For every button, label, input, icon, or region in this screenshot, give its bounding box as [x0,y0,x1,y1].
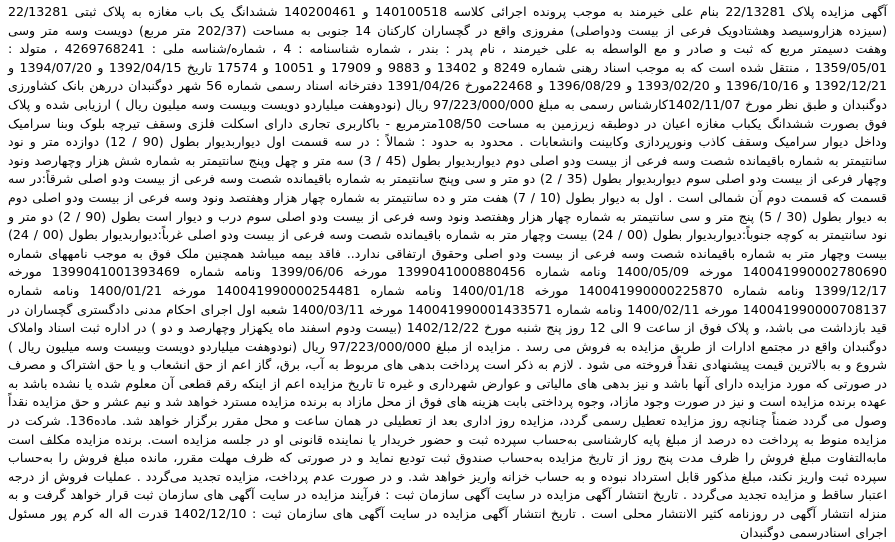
notice-body-text: آگهی مزایده پلاک 22/13281 بنام علی خیرمند به موجب پرونده اجرائی کلاسه 140100518 و 140200461 ششدانگ یک باب مغازه به پلاک ثبتی 22/13281 (سیزده هزاروسیصد وهشتادویک فرعی از بیست ودواصلی) مفروزی واقع در گچساران کارکنان 14 جنوبی به مساحت (202/37 متر مربع) دویست وسه متر وسی وهفت دسیمتر مربع که ثبت و صادر و مع الواسطه به علی خیرمند ، نام پدر : بندر ، شماره شناسنامه : 4 ، شماره/شناسه ملی : 4269768241 ، متولد : 1359/05/01 ، منتقل شده است که به موجب اسناد رهنی شماره 8249 و 13402 و 9883 و 17909 و 10051 و 17574 تاریخ 1392/04/15 و 1394/07/20 و 1392/12/21 و 1396/10/16 و 1393/02/20 و 1396/08/29 و 22468مورخ 1391/04/26 دفترخانه اسناد رسمی شماره 56 شهر دوگنبدان دررهن بانک کشاورزی دوگنبدان و طبق نظر مورخ 1402/11/07کارشناس رسمی به مبلغ 97/223/000/000 ریال (نودوهفت میلیاردو دویست وبیست وسه میلیون ریال ) ارزیابی شده و پلاک فوق بصورت ششدانگ یکباب مغازه اعیان در دوطبقه زیرزمین به مساحت 108/50مترمربع - باکاربری تجاری دارای اسکلت فلزی وسقف تیرچه بلوک وبنا سرامیک وداخل دیوار سرامیک وسقف کاذب ونورپردازی وکابینت وانشعابات . محدود به حدود : شمالاً : در سه قسمت اول دیواربدیوار بطول (90 / 12) دوازده متر و نود سانتیمتر به شماره باقیمانده شصت وسه فرعی از بیست ودو اصلی دوم دیواربدیوار بطول (45 / 3) سه متر و چهل وپنج سانتیمتر به شماره شش هزار وچهارصد ونود وچهار فرعی از بیست ودو اصلی سوم دیواربدیوار بطول (35 / 2) دو متر و سی وپنج سانتیمتر به شماره باقیمانده شصت وسه فرعی از بیست ودو اصلی شرقاً:در سه قسمت که قسمت دوم آن شمالی است . اول به دیوار بطول (10 / 7) هفت متر و ده سانتیمتر به شماره چهار هزار وهفتصد ونود وسه فرعی از بیست ودو اصلی دوم به دیوار بطول (30 / 5) پنج متر و سی سانتیمتر به شماره چهار هزار وهفتصد ونود وسه فرعی از بیست ودو اصلی سوم درب و دیوار است بطول (90 / 2) دو متر و نود سانتیمتر به کوچه جنوباً:دیواربدیوار بطول (00 / 24) بیست وچهار متر به شماره باقیمانده شصت وسه فرعی از بیست ودو اصلی غرباً:دیواربدیوار بطول (00 / 24) بیست وچهار متر به شماره باقیمانده شصت وسه فرعی از بیست ودو اصلی وحقوق ارتفاقی ندارد.. فاقد بیمه میباشد همچنین ملک فوق به موجب نامههای شماره 140041990002780690 مورخه 1400/05/09 ونامه شماره 1399041000880456 مورخه 1399/06/06 ونامه شماره 1399041001393469 مورخه 1399/12/17 ونامه شماره 140041990000225870 مورخه 1400/01/18 ونامه شماره 140041990000254481 مورخه 1400/01/21 ونامه شماره 140041990000708137 مورخه 1400/02/11 ونامه شماره 140041990001433571 مورخه 1400/03/11 شعبه اول اجرای احکام مدنی دادگستری گچساران در قید بازداشت می باشد، و پلاک فوق از ساعت 9 الی 12 روز پنج شنبه مورخ 1402/12/22 (بیست ودوم اسفند ماه یکهزار وچهارصد و دو ) در اداره ثبت اسناد واملاک دوگنبدان واقع در مجتمع ادارات از طریق مزایده به فروش می رسد . مزایده از مبلغ 97/223/000/000 ریال (نودوهفت میلیاردو دویست وبیست وسه میلیون ریال ) شروع و به بالاترین قیمت پیشنهادی نقداً فروخته می شود . لازم به ذکر است پرداخت بدهی های مربوط به آب، برق، گاز اعم از حق انشعاب و یا حق اشتراک و مصرف در صورتی که مورد مزایده دارای آنها باشد و نیز بدهی های مالیاتی و عوارض شهرداری و غیره تا تاریخ مزایده اعم از اینکه رقم قطعی آن معلوم شده یا نشده باشد به عهده برنده مزایده است و نیز در صورت وجود مازاد، وجوه پرداختی بابت هزینه های فوق از محل مازاد به برنده مزایده مسترد خواهد شد و نیم عشر و حق مزایده نقداً وصول می گردد ضمناً چنانچه روز مزایده تعطیل رسمی گردد، مزایده روز اداری بعد از تعطیلی در همان ساعت و محل مقرر برگزار خواهد شد. ماده136. شرکت در مزایده منوط به پرداخت ده درصد از مبلغ پایه کارشناسی به‌حساب سپرده ثبت و حضور خریدار یا نماینده قانونی او در جلسه مزایده است. برنده مزایده مکلف است مابه‌التفاوت مبلغ فروش را ظرف مدت پنج روز از تاریخ مزایده به‌حساب صندوق ثبت تودیع نماید و در صورتی که ظرف مهلت مقرر، مانده مبلغ فروش را به‌حساب سپرده ثبت واریز نکند، مبلغ مذکور قابل استرداد نبوده و به حساب خزانه واریز خواهد شد. و در صورت عدم پرداخت، مزایده تجدید می‌گردد . عملیات فروش از درجه اعتبار ساقط و مزایده تجدید می‌گردد . تاریخ انتشار آگهی مزایده در سایت آگهی سازمان ثبت : فرآیند مزایده در سایت آگهی های سازمان ثبت قرار خواهد گرفت و به منزله انتشار آگهی در روزنامه کثیر الانتشار محلی است . تاریخ انتشار آگهی مزایده در سایت آگهی های سازمان ثبت : 1402/12/10 قدرت اله اله کرم پور مسئول اجرای اسنادرسمی دوگنبدان [8,4,888,540]
